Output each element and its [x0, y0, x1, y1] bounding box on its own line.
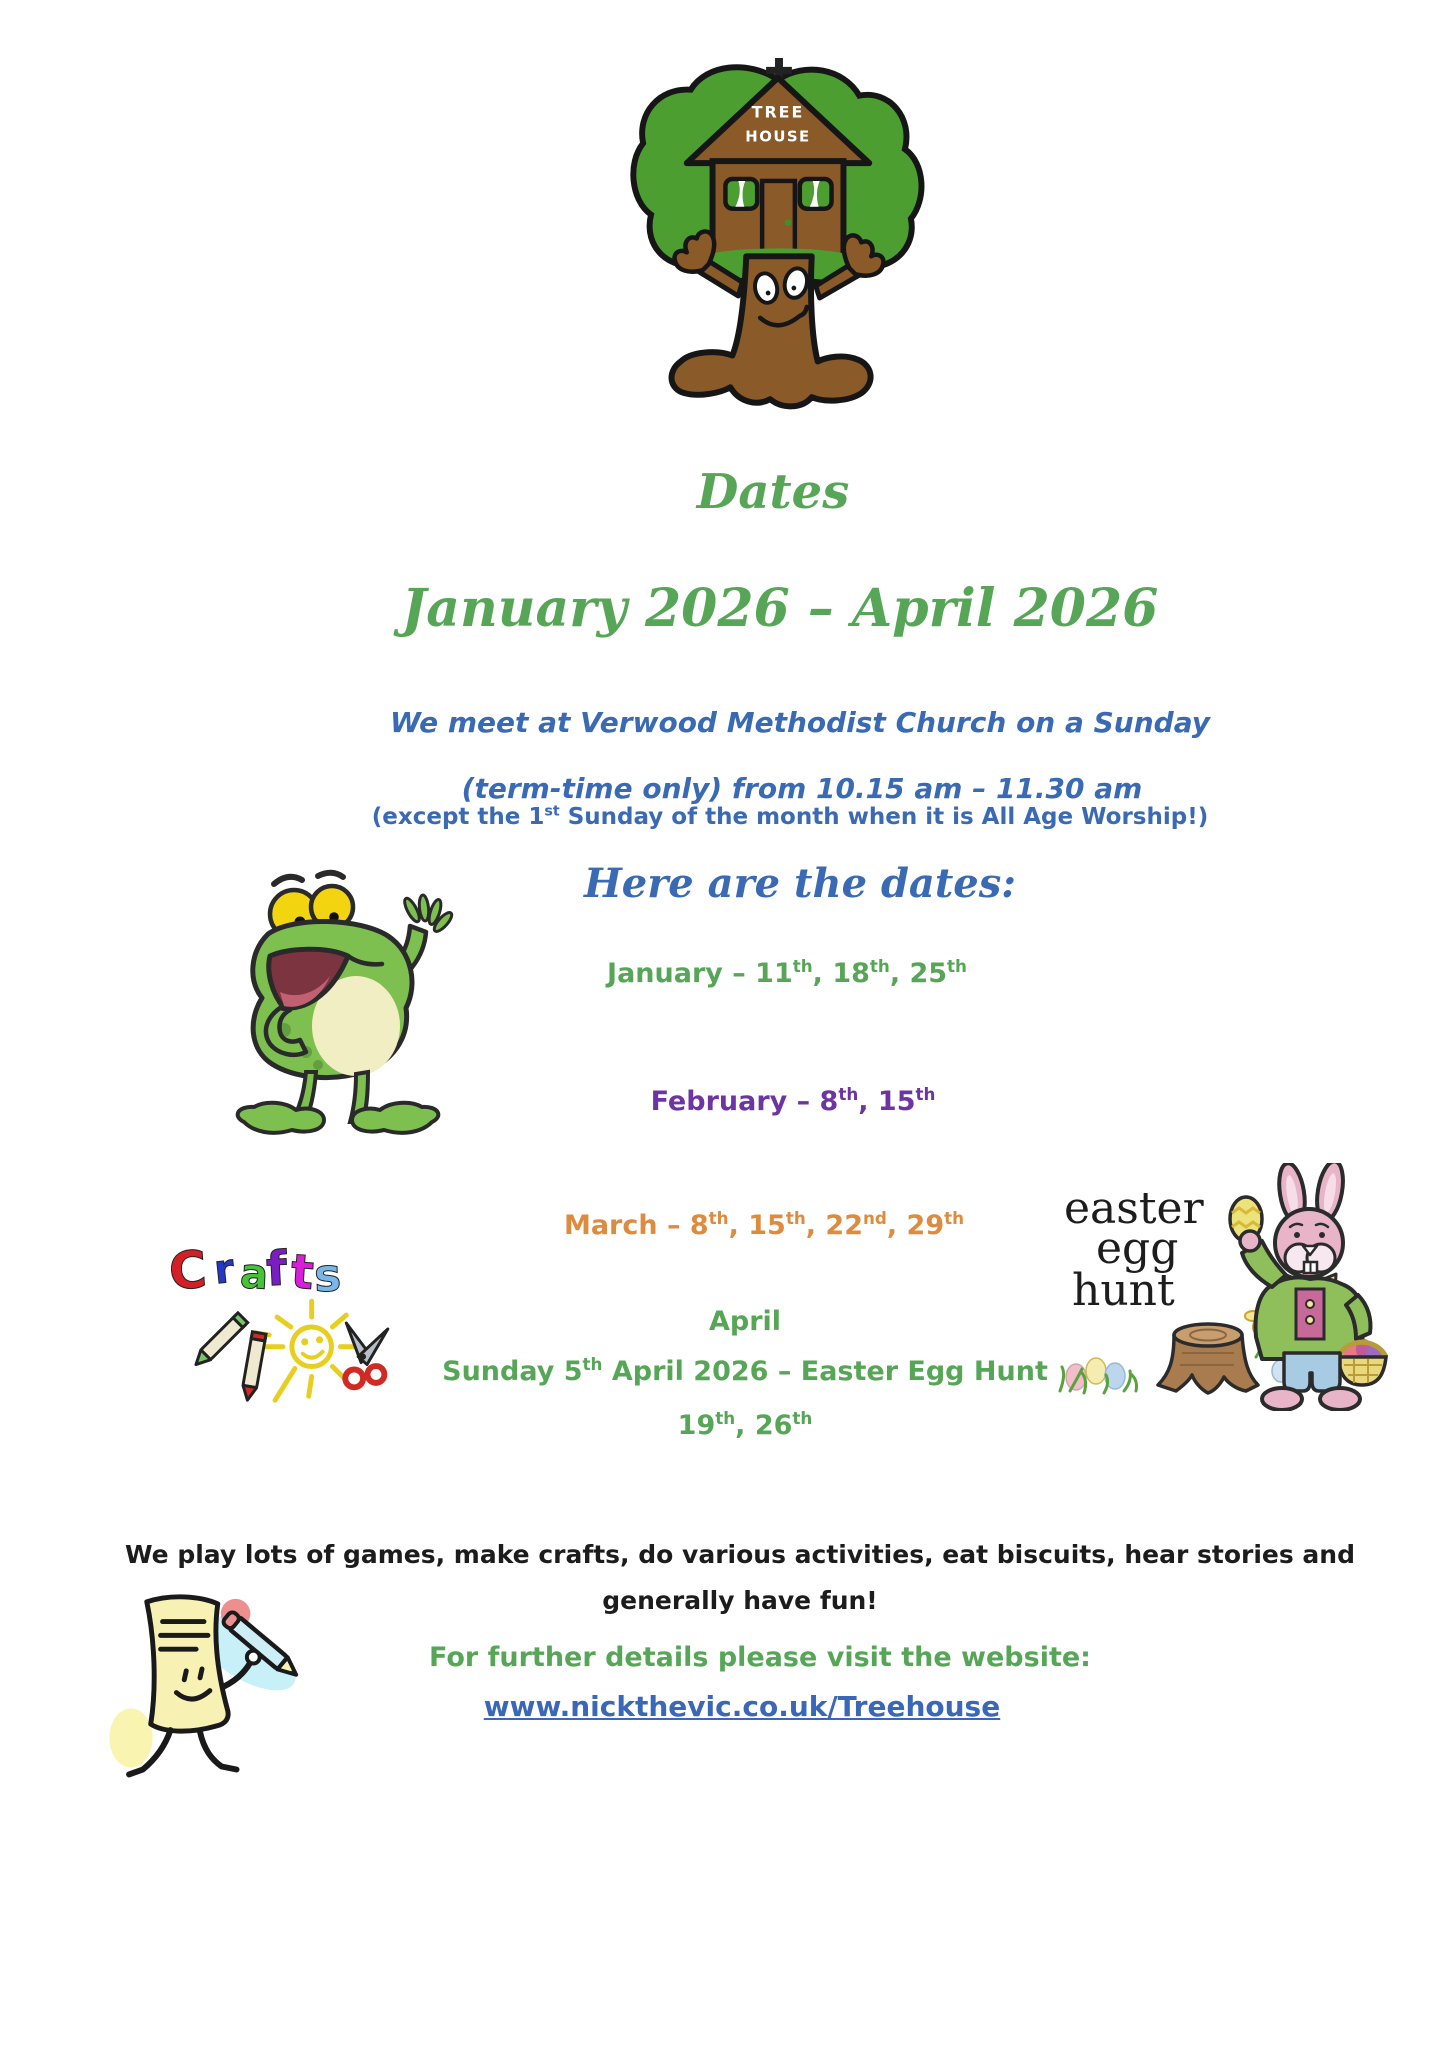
crayon — [191, 1313, 248, 1370]
april-label: April — [708, 1306, 782, 1337]
crayon — [241, 1332, 266, 1402]
easter-egg-hunt-image — [1056, 1163, 1388, 1411]
hunt-word: hunt — [1072, 1265, 1175, 1316]
frog-image — [214, 860, 470, 1142]
description-line1: We play lots of games, make crafts, do various activities, eat biscuits, hear stories and — [125, 1540, 1355, 1569]
easter-egg-hunt-words — [1064, 1183, 1205, 1316]
egg-word: egg — [1096, 1223, 1179, 1274]
scissors-icon — [345, 1323, 388, 1387]
crafts-letter: s — [313, 1248, 343, 1303]
date-range-heading: January 2026 – April 2026 — [401, 578, 1159, 639]
april-dates: 19th, 26th — [677, 1408, 813, 1441]
treehouse-logo-image — [628, 52, 928, 417]
meeting-info-line2: (term-time only) from 10.15 am – 11.30 am — [461, 772, 1143, 805]
january-dates: January – 11th, 18th, 25th — [607, 956, 967, 989]
website-prompt: For further details please visit the website: — [429, 1642, 1091, 1673]
exception-note: (except the 1st Sunday of the month when it is All Age Worship!) — [371, 803, 1209, 830]
february-dates: February – 8th, 15th — [650, 1084, 936, 1117]
march-dates: March – 8th, 15th, 22nd, 29th — [563, 1208, 965, 1241]
crafts-letter: C — [166, 1239, 209, 1303]
tree-trunk — [672, 231, 884, 406]
april-easter-egg-hunt-line: Sunday 5th April 2026 – Easter Egg Hunt — [442, 1354, 1048, 1387]
sun-drawing — [255, 1301, 358, 1400]
tree-stump — [1158, 1324, 1258, 1393]
easter-bunny — [1230, 1163, 1386, 1410]
crafts-letter: a — [238, 1248, 270, 1299]
dates-list-heading: Here are the dates: — [583, 860, 1017, 907]
house-window-left — [725, 179, 757, 209]
tree-sign-line1: TREE — [751, 102, 805, 122]
easter-word: easter — [1064, 1183, 1204, 1234]
tree-sign-line2: HOUSE — [745, 127, 811, 146]
crafts-letter: f — [264, 1241, 289, 1298]
website-link[interactable]: www.nickthevic.co.uk/Treehouse — [483, 1690, 1001, 1723]
meeting-info-line1: We meet at Verwood Methodist Church on a Sunday — [390, 706, 1210, 739]
house-window-right — [800, 179, 832, 209]
note-paper — [147, 1597, 228, 1731]
egg-basket — [1338, 1339, 1386, 1385]
page-title: Dates — [696, 464, 850, 520]
crafts-letter: t — [289, 1244, 316, 1301]
crafts-image — [158, 1236, 406, 1414]
house-door — [762, 181, 795, 256]
description-line2: generally have fun! — [602, 1586, 878, 1615]
crafts-word — [167, 1240, 342, 1302]
crafts-letter: r — [211, 1245, 237, 1294]
note-character-image — [88, 1592, 318, 1804]
